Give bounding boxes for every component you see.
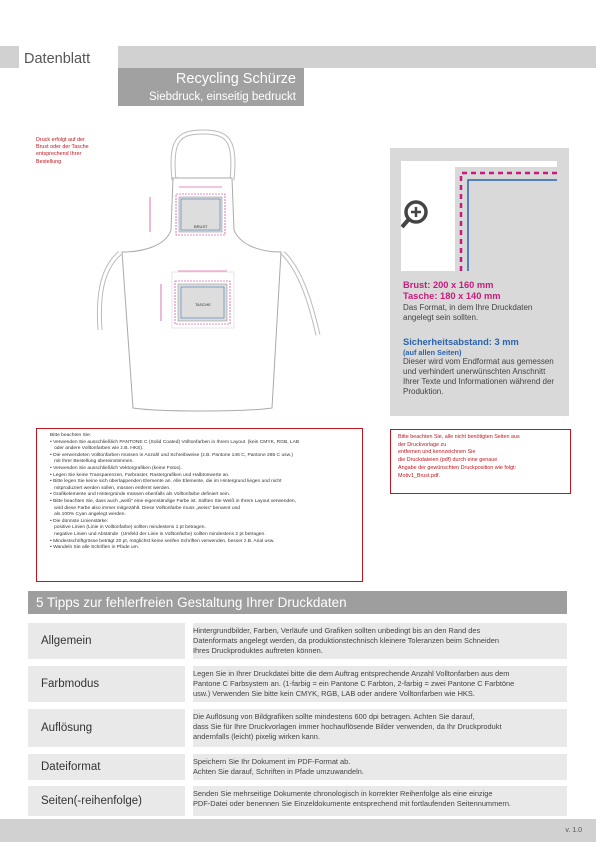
tip-description-cell	[193, 709, 567, 747]
tip-line: usw.) Verwenden Sie bitte kein CMYK, RGB, LAB oder andere Volltonfarben wie HKS.	[193, 689, 475, 698]
tip-label: Farbmodus	[41, 678, 100, 690]
note-line: • Grafikelemente und Hintergründe müssen ebenfalls als Volltonfarbe definiert sein.	[50, 492, 231, 498]
tip-line: Legen Sie in Ihrer Druckdatei bitte die dem Auftrag entsprechende Anzahl Volltonfarben aus dem	[193, 669, 510, 678]
tip-label-cell	[28, 666, 185, 702]
note-line: Angabe der gewünschten Druckposition wie folgt:	[398, 464, 517, 471]
footer-band	[0, 819, 596, 842]
note-line: als 100% Cyan angelegt werden.	[50, 512, 126, 518]
tips-heading-bar	[28, 591, 567, 614]
note-line: der Druckvorlage zu	[398, 441, 447, 448]
tip-description	[193, 712, 563, 742]
note-line: wird diese Farbe also immer mitgezählt. Diese Volltonfarbe muss „weiss“ benannt und	[50, 505, 241, 511]
tips-heading: 5 Tipps zur fehlerfreien Gestaltung Ihrer Druckdaten	[36, 595, 347, 610]
tip-line: andernfalls (leicht) pixelig wirken kann.	[193, 732, 320, 741]
tip-label: Seiten(-reihenfolge)	[41, 795, 143, 807]
tip-row	[28, 623, 567, 659]
note-line: Brust oder der Tasche	[36, 144, 89, 151]
tip-line: Pantone C Farbsystem an. (1-farbig = ein Pantone C Farbton, 2-farbig = zwei Pantone C Farbtöne	[193, 679, 515, 688]
product-title-box	[118, 68, 304, 106]
note-line: • Wandeln Sie alle Schriften in Pfade um.	[50, 545, 140, 551]
apron-illustration	[95, 125, 335, 420]
tip-line: Datenformats angelegt werden, da produktionstechnisch kleinere Toleranzen beim Schneiden	[193, 636, 499, 645]
note-line: entsprechend Ihrer	[36, 151, 82, 158]
product-title: Recycling Schürze	[175, 71, 296, 87]
note-line: die Druckdateien (pdf) durch eine genaue	[398, 457, 498, 464]
tip-label-cell	[28, 709, 185, 747]
note-line: • Bitte beachten Sie, dass auch „weiß“ eine eigenständige Farbe ist. Sollten Sie Weiß in Ihrem Layout verwenden,	[50, 498, 297, 504]
note-line: mitproduziert werden sollen, müssen entfernt werden.	[50, 485, 171, 491]
note-line: • Die verwendeten Volltonfarben müssen in Anzahl und Schreibweise (z.B. Pantone 146 C, Pantone 286 C usw.)	[50, 452, 293, 458]
tip-label-cell	[28, 623, 185, 659]
tip-label: Allgemein	[41, 635, 92, 647]
tip-label-cell	[28, 786, 185, 816]
safety-note: Dieser wird vom Endformat aus gemessen und verhindert unerwünschten Anschnitt Ihrer Texte und Informationen während der Produktion.	[403, 357, 555, 396]
tip-description-cell	[193, 666, 567, 702]
note-line: • Die dünnste Linienstärke:	[50, 518, 109, 524]
tip-description	[193, 789, 563, 809]
zoom-preview	[401, 161, 557, 271]
product-subtitle: Siebdruck, einseitig bedruckt	[148, 91, 296, 103]
tasche-size: Tasche: 180 x 140 mm	[403, 291, 501, 301]
tip-line: Hintergrundbilder, Farben, Verläufe und Grafiken sollten unbedingt bis an den Rand des	[193, 626, 481, 635]
tip-description	[193, 757, 563, 777]
note-line: Bestellung	[36, 158, 62, 165]
brust-label: BRUST	[194, 224, 208, 229]
tip-label: Auflösung	[41, 722, 93, 734]
tip-line: PDF-Datei oder benennen Sie Einzeldokumente entsprechend mit fortlaufenden Seitennummern.	[193, 799, 511, 808]
note-line: • Mindestschriftgrösse beträgt 20 pt, möglichst keine serifen Schriften verwenden, besser z.B. Arial usw.	[50, 538, 275, 544]
version-label: v. 1.0	[565, 827, 582, 834]
tip-description	[193, 669, 563, 699]
tip-line: dass Sie für Ihre Druckvorlagen immer hochauflösende Bilder verwenden, da Ihr Druckprodukt	[193, 722, 502, 731]
corner-detail-graphic	[401, 161, 557, 271]
tip-row	[28, 666, 567, 702]
tip-line: Speichern Sie Ihr Dokument im PDF-Format ab.	[193, 757, 351, 766]
datasheet-label: Datenblatt	[24, 51, 91, 67]
tip-description-cell	[193, 786, 567, 816]
print-guidelines-list	[37, 429, 362, 552]
file-naming-text	[391, 430, 570, 480]
note-line: Druck erfolgt auf der	[36, 137, 85, 143]
format-note: Das Format, in dem Ihre Druckdaten angelegt sein sollten.	[403, 303, 533, 322]
tip-label: Dateiformat	[41, 761, 101, 773]
note-line: • Verwenden Sie ausschließlich PANTONE C (Solid Coated) Volltonfarben in Ihrem Layout (kein CMYK, RGB, LAB	[50, 439, 300, 445]
tasche-label: TASCHE	[195, 302, 211, 307]
tip-row	[28, 754, 567, 780]
safety-sub: (auf allen Seiten)	[403, 348, 462, 357]
safety-title: Sicherheitsabstand: 3 mm	[403, 337, 519, 347]
note-line: positive Linien (Linie in Volltonfarbe) sollten mindestens 1 pt betragen.	[50, 525, 206, 531]
tip-description-cell	[193, 754, 567, 780]
format-info-text	[403, 280, 563, 397]
note-line: • Bitte legen Sie keine sich überlappenden Elemente an. Alle Elemente, die im Hintergrund liegen und nicht	[50, 479, 282, 485]
tip-description	[193, 626, 563, 656]
note-line: • Legen Sie keine Transparenzen, Farbraster, Rastergrafiken und Halbtonwerte an.	[50, 472, 230, 478]
note-line: negative Linien und Abstände (Umfeld der Linie in Volltonfarbe) sollten mindestens 2 pt betragen.	[50, 531, 266, 537]
tip-description-cell	[193, 623, 567, 659]
tip-label-cell	[28, 754, 185, 780]
note-line: Bitte beachten Sie, alle nicht benötigten Seiten aus	[398, 434, 520, 440]
note-line: Bitte beachten Sie:	[50, 433, 92, 438]
note-line: mit Ihrer Bestellung übereinstimmen.	[50, 459, 134, 465]
datasheet-tab	[19, 46, 118, 69]
print-guidelines-box	[36, 428, 363, 582]
note-line: oder andere Volltonfarben wie z.B. HKS).	[50, 446, 144, 452]
tip-line: Achten Sie darauf, Schriften in Pfade umzuwandeln.	[193, 767, 364, 776]
tip-row	[28, 709, 567, 747]
tip-line: Senden Sie mehrseitige Dokumente chronologisch in korrekter Reihenfolge als eine einzige	[193, 789, 493, 798]
note-line: • Verwenden Sie ausschließlich Vektorgrafiken (keine Fotos).	[50, 465, 182, 471]
tip-line: Die Auflösung von Bildgrafiken sollte mindestens 600 dpi betragen. Achten Sie darauf,	[193, 712, 475, 721]
brust-size: Brust: 200 x 160 mm	[403, 280, 494, 290]
tip-row	[28, 786, 567, 816]
note-line: Motiv1_Brust.pdf.	[398, 472, 440, 479]
note-line: entfernen und kennzeichnen Sie	[398, 449, 476, 456]
file-naming-box	[390, 429, 571, 494]
tip-line: Ihres Druckproduktes auftreten können.	[193, 646, 323, 655]
